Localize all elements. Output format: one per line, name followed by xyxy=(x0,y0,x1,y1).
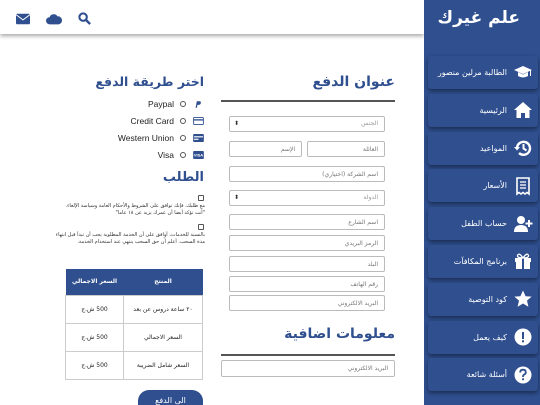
table-row xyxy=(66,323,203,351)
sidebar-item-label: برنامج المكافآت xyxy=(453,256,507,266)
radio-button[interactable] xyxy=(180,152,186,158)
withdrawal-text: بالنسبة للخدمات، أوافق على أن الخدمة المطلوبة يجب أن تبدأ قبل انتهاء مدة السحب. أعلم أن حق السحب ينتهي عند استخدام الخدمة. xyxy=(55,232,205,245)
payment-option-credit-card[interactable] xyxy=(131,115,204,127)
sidebar-item-label: أسئلة شائعة xyxy=(466,370,507,380)
postal-code-input[interactable] xyxy=(229,235,385,251)
western-union-icon xyxy=(192,134,204,143)
radio-button[interactable] xyxy=(180,135,186,141)
sidebar-item-label: الرئيسية xyxy=(479,105,507,115)
order-title: الطلب xyxy=(162,170,204,185)
withdrawal-checkbox[interactable] xyxy=(198,224,204,230)
payment-method-title: اختر طريقة الدفع xyxy=(95,74,204,89)
home-icon xyxy=(512,99,534,121)
table-row xyxy=(66,295,203,323)
receipt-icon xyxy=(512,175,534,197)
sidebar-item-label: الأسعار xyxy=(483,181,507,191)
payment-option-label: Visa xyxy=(157,150,174,160)
column-header-product: المنتج xyxy=(124,269,203,295)
sidebar-item-home[interactable] xyxy=(428,94,538,127)
sidebar-item-student[interactable] xyxy=(428,56,538,89)
table-header-row xyxy=(66,269,203,295)
payment-address-title: عنوان الدفع xyxy=(312,74,395,90)
user-plus-icon xyxy=(512,213,534,235)
section-divider xyxy=(221,100,395,102)
payment-option-label: Credit Card xyxy=(130,116,174,126)
mail-icon[interactable] xyxy=(16,10,30,24)
order-table xyxy=(65,269,203,380)
country-select-placeholder: الدولة xyxy=(363,194,378,201)
payment-option-label: Paypal xyxy=(148,99,174,109)
credit-card-icon xyxy=(192,117,204,126)
top-bar xyxy=(0,0,424,34)
search-icon[interactable] xyxy=(78,10,92,24)
sidebar-item-prices[interactable] xyxy=(428,169,538,202)
email-input[interactable] xyxy=(229,295,385,311)
proceed-to-payment-button[interactable]: الى الدفع xyxy=(138,390,203,405)
column-header-total: السعر الاجمالي xyxy=(66,269,124,295)
country-select[interactable] xyxy=(229,190,385,206)
table-cell-product: ٢٠ ساعة دروس عن بعد xyxy=(124,295,203,323)
graduation-cap-icon xyxy=(512,62,534,84)
brand-logo-text[interactable]: علم غيرك xyxy=(437,8,520,28)
sidebar-item-label: الطالبة مرلين منصور xyxy=(437,68,507,77)
phone-input[interactable] xyxy=(229,276,385,292)
terms-checkbox[interactable] xyxy=(198,195,204,201)
gift-icon xyxy=(512,250,534,272)
payment-option-paypal[interactable] xyxy=(148,98,204,110)
sidebar-item-child-account[interactable] xyxy=(428,207,538,240)
family-name-input[interactable] xyxy=(307,141,385,157)
visa-icon xyxy=(192,151,204,160)
sidebar-nav xyxy=(428,56,538,396)
sidebar-item-faq[interactable] xyxy=(428,358,538,391)
sidebar-item-label: حساب الطفل xyxy=(461,219,507,229)
star-icon xyxy=(512,288,534,310)
checkout-content xyxy=(0,34,424,405)
sidebar-item-label: كود التوصية xyxy=(468,294,507,304)
first-name-input[interactable] xyxy=(229,141,302,157)
table-cell-price: 500 ش.ج xyxy=(66,295,124,323)
table-cell-product: السعر الاجمالي xyxy=(124,323,203,351)
question-icon xyxy=(512,364,534,386)
cloud-icon[interactable] xyxy=(46,10,60,24)
chevron-updown-icon: ⬍ xyxy=(234,120,240,127)
paypal-icon xyxy=(192,100,204,109)
company-name-input[interactable] xyxy=(229,166,385,182)
svg-text:VISA: VISA xyxy=(193,152,203,158)
sidebar-item-label: كيف يعمل xyxy=(473,332,507,342)
payment-option-visa[interactable] xyxy=(158,149,204,161)
additional-info-title: معلومات اضافية xyxy=(284,326,395,342)
history-icon xyxy=(512,137,534,159)
gender-select[interactable] xyxy=(229,116,385,132)
table-cell-product: السعر شامل الضريبة xyxy=(124,351,203,379)
gender-select-placeholder: الجنس xyxy=(361,120,378,127)
section-divider xyxy=(221,354,395,356)
terms-text: مع طلبك، فإنك توافق على الشروط والأحكام العامة وسياسة الإلغاء. "أنت تؤكد أيضا أن عمرك يزيد عن ١٨ عاما" xyxy=(65,203,205,216)
sidebar-item-how-it-works[interactable] xyxy=(428,321,538,354)
table-row xyxy=(66,351,203,379)
street-input[interactable] xyxy=(229,214,385,230)
radio-button[interactable] xyxy=(180,101,186,107)
sidebar xyxy=(424,0,540,405)
table-cell-price: 500 ش.ج xyxy=(66,323,124,351)
sidebar-item-referral-code[interactable] xyxy=(428,283,538,316)
table-cell-price: 500 ش.ج xyxy=(66,351,124,379)
radio-button[interactable] xyxy=(180,118,186,124)
city-input[interactable] xyxy=(229,256,385,272)
exclamation-icon xyxy=(512,326,534,348)
sidebar-item-label: المواعيد xyxy=(479,143,507,153)
payment-option-western-union[interactable] xyxy=(118,132,204,144)
payment-option-label: Western Union xyxy=(117,133,174,143)
sidebar-item-rewards[interactable] xyxy=(428,245,538,278)
sidebar-item-appointments[interactable] xyxy=(428,132,538,165)
additional-email-input[interactable] xyxy=(221,360,395,377)
chevron-updown-icon: ⬍ xyxy=(234,194,240,201)
